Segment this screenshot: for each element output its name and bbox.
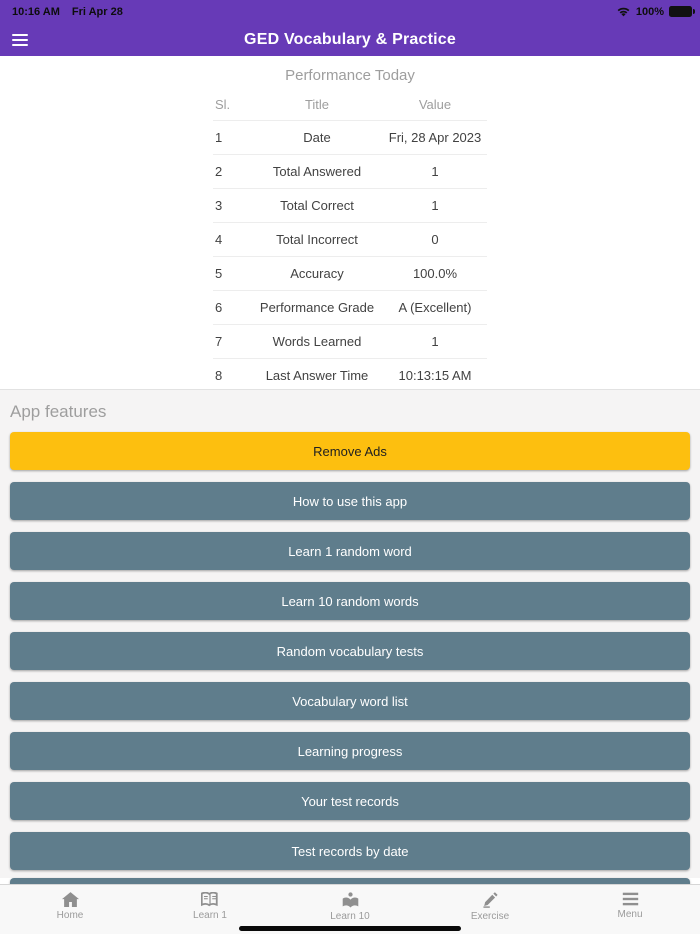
cell-title: Words Learned (251, 325, 383, 359)
reader-book-icon (342, 892, 359, 908)
tab-label: Learn 10 (330, 911, 370, 922)
performance-table (213, 88, 487, 392)
status-time: 10:16 AM (12, 5, 60, 18)
table-row (213, 189, 487, 223)
cell-title: Total Correct (251, 189, 383, 223)
battery-percent: 100% (635, 5, 664, 18)
learn-10-random-words-button[interactable]: Learn 10 random words (10, 582, 690, 620)
status-left (12, 6, 123, 18)
table-row (213, 121, 487, 155)
column-header-value: Value (418, 97, 452, 112)
wifi-icon (616, 6, 631, 17)
cell-title: Accuracy (251, 257, 383, 291)
performance-title: Performance Today (285, 67, 415, 84)
tab-label: Menu (617, 909, 643, 920)
cell-sl: 4 (213, 223, 251, 257)
cell-title: Last Answer Time (251, 359, 383, 393)
cell-value: 1 (383, 155, 487, 189)
cell-title: Total Incorrect (251, 223, 383, 257)
performance-section (0, 56, 700, 390)
learn-1-random-word-button[interactable]: Learn 1 random word (10, 532, 690, 570)
cell-value: 0 (383, 223, 487, 257)
open-book-icon (201, 892, 219, 907)
cell-sl: 8 (213, 359, 251, 393)
table-row (213, 325, 487, 359)
cell-sl: 7 (213, 325, 251, 359)
column-header-sl: Sl. (215, 97, 231, 112)
tab-label: Learn 1 (193, 910, 227, 921)
cell-sl: 5 (213, 257, 251, 291)
status-date: Fri Apr 28 (71, 5, 123, 18)
table-row (213, 257, 487, 291)
test-records-by-date-button[interactable]: Test records by date (10, 832, 690, 870)
cell-value: 1 (383, 189, 487, 223)
cell-value: 10:13:15 AM (383, 359, 487, 393)
table-row (213, 359, 487, 393)
column-header-title: Title (304, 97, 330, 112)
tab-label: Exercise (470, 911, 510, 922)
pencil-icon (482, 892, 499, 908)
how-to-use-button[interactable]: How to use this app (10, 482, 690, 520)
tab-home[interactable] (0, 885, 140, 934)
app-features-heading: App features (10, 402, 107, 421)
cell-title: Total Answered (251, 155, 383, 189)
status-bar (0, 0, 700, 20)
cell-sl: 1 (213, 121, 251, 155)
nav-bar (0, 20, 700, 59)
tab-label: Home (56, 910, 84, 921)
cell-sl: 6 (213, 291, 251, 325)
table-header-row (213, 88, 487, 121)
home-indicator[interactable] (239, 926, 461, 931)
cell-sl: 3 (213, 189, 251, 223)
learning-progress-button[interactable]: Learning progress (10, 732, 690, 770)
cell-value: 1 (383, 325, 487, 359)
random-vocabulary-tests-button[interactable]: Random vocabulary tests (10, 632, 690, 670)
menu-icon (622, 892, 639, 906)
table-row (213, 223, 487, 257)
table-row (213, 291, 487, 325)
app-header (0, 0, 700, 56)
cell-value: Fri, 28 Apr 2023 (383, 121, 487, 155)
hamburger-menu-icon[interactable] (12, 34, 28, 46)
app-features-section (0, 390, 700, 878)
cell-value: 100.0% (383, 257, 487, 291)
cell-title: Date (251, 121, 383, 155)
home-icon (62, 892, 79, 907)
status-right (616, 6, 692, 18)
cell-value: A (Excellent) (383, 291, 487, 325)
cell-sl: 2 (213, 155, 251, 189)
your-test-records-button[interactable]: Your test records (10, 782, 690, 820)
tab-menu[interactable] (560, 885, 700, 934)
remove-ads-button[interactable]: Remove Ads (10, 432, 690, 470)
battery-icon (669, 6, 692, 17)
cell-title: Performance Grade (251, 291, 383, 325)
page-title: GED Vocabulary & Practice (244, 30, 456, 48)
vocabulary-word-list-button[interactable]: Vocabulary word list (10, 682, 690, 720)
table-row (213, 155, 487, 189)
